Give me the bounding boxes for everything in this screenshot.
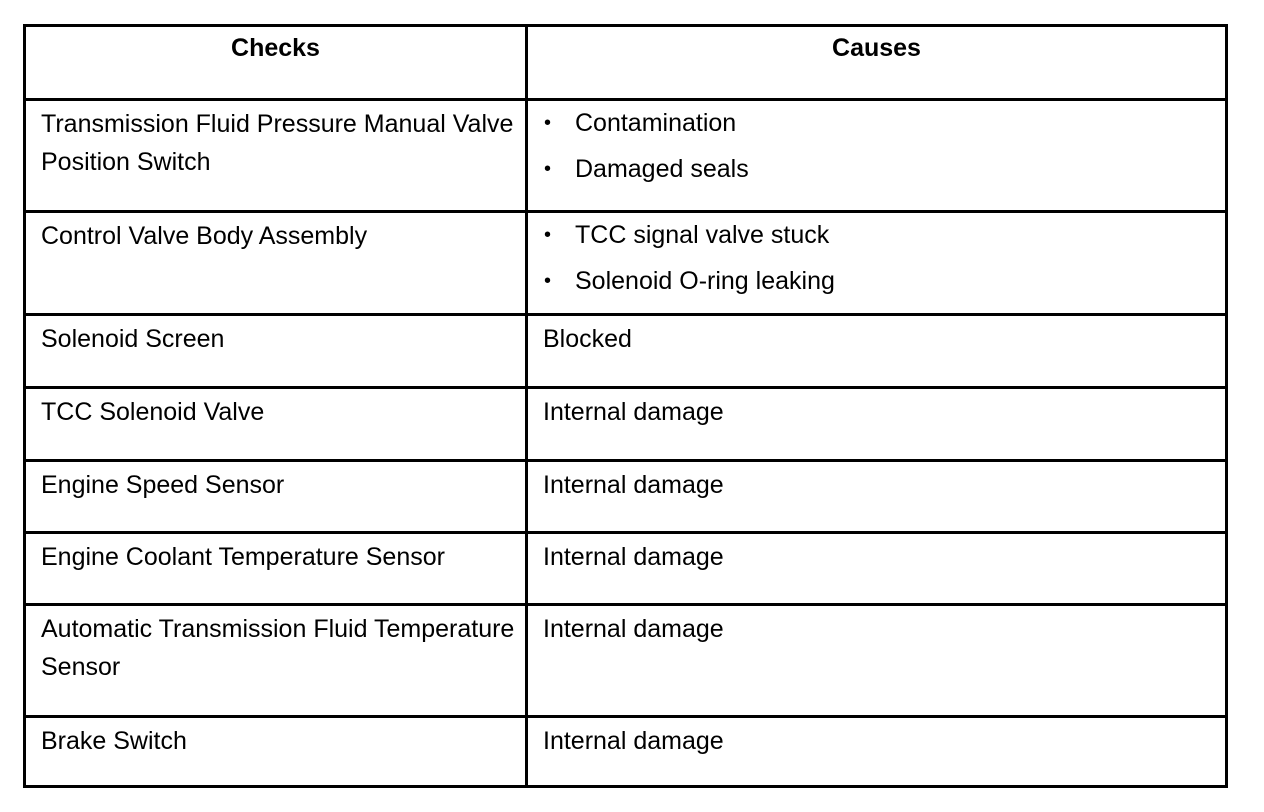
check-cell: [25, 388, 527, 461]
bullet-icon: •: [544, 224, 552, 246]
table-row: [25, 533, 1227, 605]
cause-item: [528, 155, 1225, 183]
check-text: Solenoid Screen: [41, 325, 225, 353]
check-text: Control Valve Body Assembly: [41, 222, 368, 250]
cause-item: [528, 109, 1225, 137]
cause-text: Internal damage: [543, 543, 724, 571]
cause-text: Solenoid O-ring leaking: [575, 267, 835, 295]
causes-header: Causes: [527, 26, 1227, 100]
check-cell: [25, 605, 527, 717]
table-row: [25, 388, 1227, 461]
causes-cell: [527, 533, 1227, 605]
cause-text: Internal damage: [543, 398, 724, 426]
causes-cell: [527, 388, 1227, 461]
check-text: Transmission Fluid Pressure Manual Valve Position Switch: [41, 110, 514, 176]
cause-text: Contamination: [575, 109, 737, 137]
cause-text: TCC signal valve stuck: [575, 221, 830, 249]
causes-cell: [527, 717, 1227, 787]
causes-cell: [527, 605, 1227, 717]
header-row: [25, 26, 1227, 100]
bullet-icon: •: [544, 158, 552, 180]
table-row: [25, 212, 1227, 315]
check-cell: [25, 461, 527, 533]
check-cell: [25, 533, 527, 605]
table-row: [25, 605, 1227, 717]
check-text: TCC Solenoid Valve: [41, 398, 265, 426]
table-row: [25, 315, 1227, 388]
check-text: Automatic Transmission Fluid Temperature Sensor: [41, 615, 515, 681]
cause-text: Damaged seals: [575, 155, 749, 183]
causes-cell: [527, 212, 1227, 315]
cause-list: [528, 213, 1225, 295]
cause-item: [528, 221, 1225, 249]
cause-text: Internal damage: [543, 727, 724, 755]
bullet-icon: •: [544, 112, 552, 134]
cause-list: [528, 101, 1225, 183]
table-row: [25, 100, 1227, 212]
table-row: [25, 461, 1227, 533]
table-row: [25, 717, 1227, 787]
causes-cell: [527, 461, 1227, 533]
cause-item: [528, 267, 1225, 295]
bullet-icon: •: [544, 270, 552, 292]
cause-text: Internal damage: [543, 471, 724, 499]
causes-cell: [527, 100, 1227, 212]
cause-text: Internal damage: [543, 615, 724, 643]
check-cell: [25, 212, 527, 315]
checks-header: Checks: [25, 26, 527, 100]
check-cell: [25, 717, 527, 787]
cause-text: Blocked: [543, 325, 632, 353]
check-cell: [25, 315, 527, 388]
check-text: Brake Switch: [41, 727, 187, 755]
checks-causes-table: [23, 24, 1228, 788]
check-cell: [25, 100, 527, 212]
check-text: Engine Coolant Temperature Sensor: [41, 543, 445, 571]
check-text: Engine Speed Sensor: [41, 471, 285, 499]
causes-cell: [527, 315, 1227, 388]
